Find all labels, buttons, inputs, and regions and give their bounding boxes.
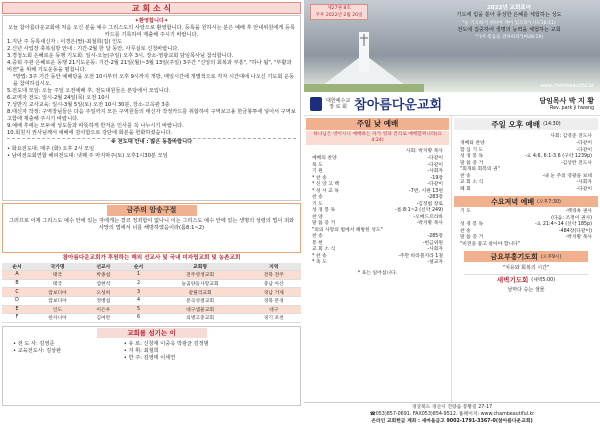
server-item: • 반 주: 김영태 이세연 bbox=[123, 354, 176, 361]
outreach-item: • 화요전도대: 매주 (화) 오후 2시 모임 bbox=[7, 146, 95, 153]
order-item bbox=[452, 187, 600, 194]
sunday-am-title: 주일 낮 예배 bbox=[306, 118, 449, 130]
news-item: 9.예배 후에는 모두에 성도들과 따뜻하게 반겨운 인사를 꼭 나누시기 바랍니다. bbox=[7, 123, 184, 130]
footer-contact: ☎053)857-0691. FAX053)854-9512. 홈페이지: www.chambeautiful.kr bbox=[369, 412, 535, 417]
servers-col-staff bbox=[13, 341, 124, 362]
news-item: 5.전도대 모임: 오늘 주일 오전예배 후, 전도대원들은 본당에서 모입니다. bbox=[7, 88, 171, 95]
order-item bbox=[304, 260, 451, 267]
table-cell: 충남 아산 bbox=[247, 279, 301, 288]
order-detail: -다같이 bbox=[427, 182, 443, 187]
outreach-item: • 남여전도회연합 해피전도대: 넷째 주 마지막주(토) 오후1시30분 모임 bbox=[7, 153, 168, 160]
order-label: 성 경 봉 독 bbox=[460, 154, 484, 159]
sunday-pm-time: (14:30) bbox=[543, 121, 561, 127]
table-cell: 박종섭 bbox=[83, 271, 124, 280]
order-label: 합 심 기 도 bbox=[460, 147, 484, 153]
table-cell: 경기 포천 bbox=[247, 314, 301, 323]
footer-bank: 온라인 교회헌금 계좌 : 새마을금고 9002-1791-3367-0(참아름다운교회) bbox=[371, 419, 533, 424]
news-item: 7.성반기 교사교육: 일시-3월 5일(토) 오전 10시 30분, 장소-고옥관 3층 bbox=[7, 102, 170, 109]
order-label: 찬 송 bbox=[312, 195, 323, 200]
sunday-am-verse: 하나님은 영이시니 예배하는 자가 영과 진리로 예배할찌니라(요4:24) bbox=[306, 131, 449, 145]
order-label: 예배의 찬양 bbox=[312, 156, 337, 161]
church-building-image bbox=[304, 32, 424, 92]
motto-line: 기도에 힘을 쏟아 풍성한 은혜를 체험하는 성도 bbox=[456, 12, 562, 18]
edition-box bbox=[310, 4, 368, 20]
missions-table bbox=[2, 263, 301, 323]
news-item: 3.경청노회 은혜로운 동행 기도회: 일시-오늘(주일) 오후 3시, 장소-영광교회 담임목사님 참석합니다. bbox=[7, 53, 234, 60]
dawn-time: (새벽5:00) bbox=[531, 278, 556, 283]
memory-verse-text: 그러므로 이제 그리스도 예수 안에 있는 자에게는 결코 정죄함이 없나니 이는 그리스도 예수 안에 있는 생명의 성령의 법이 죄와 사망의 법에서 너를 해방하였음이라(롬8:1~2) bbox=[8, 218, 295, 232]
table-cell: 대구샘물교회 bbox=[154, 305, 247, 314]
servers-col-leaders bbox=[124, 341, 290, 362]
order-detail: -주만 바라볼지라 1절 bbox=[398, 253, 443, 259]
table-cell: 김여란 bbox=[83, 314, 124, 323]
order-label: 교 회 소 식 bbox=[460, 180, 484, 185]
order-label: "의의 사랑의 법에서 해방된 성도" bbox=[312, 227, 383, 233]
order-detail: -요 4:6, 6:1-3.6 (구약 1239p) bbox=[524, 154, 592, 159]
order-detail: -오메드르라바 bbox=[413, 214, 443, 220]
order-detail: -다같이 bbox=[576, 186, 592, 192]
table-cell: 의병고충교회 bbox=[154, 314, 247, 323]
sunday-am-column bbox=[304, 116, 452, 402]
server-item: • 유 로: 신창재 이중옥 박광균 김정범 bbox=[123, 340, 209, 347]
table-cell: B bbox=[2, 279, 32, 288]
table-cell: 6 bbox=[124, 314, 154, 323]
missions-body bbox=[2, 271, 301, 323]
friday-header bbox=[464, 251, 588, 262]
order-detail: -다같이 bbox=[427, 162, 443, 168]
denomination-line: 대한예수교 bbox=[326, 97, 351, 104]
footer-address: 경상북도 경산시 진량읍 봉황길 27-17 bbox=[411, 405, 493, 410]
order-item bbox=[452, 242, 600, 249]
order-detail: -사회자 bbox=[427, 247, 443, 252]
order-label: 성 경 봉 독 bbox=[460, 222, 484, 227]
dawn-subtitle: 날마다 승는 샘물 bbox=[507, 287, 545, 293]
table-cell: 경남 거제 bbox=[247, 288, 301, 297]
church-header bbox=[304, 92, 600, 116]
order-detail: -백경옥 권사 bbox=[565, 209, 592, 214]
order-detail: -사회자 bbox=[427, 169, 443, 174]
news-item: 2.신년 사업장 축복심방 안내 : 기간-2월 한 달 동안, 사무실로 신청바랍니다. bbox=[7, 46, 179, 53]
order-label: "회개와 회복의 권" bbox=[460, 167, 500, 172]
table-cell: F bbox=[2, 314, 32, 323]
table-cell: 전북 전주 bbox=[247, 271, 301, 280]
right-page bbox=[304, 0, 600, 424]
table-cell: 3 bbox=[124, 288, 154, 297]
order-label: * 찬 송 bbox=[312, 175, 327, 181]
table-cell: 1 bbox=[124, 271, 154, 280]
table-cell: 5 bbox=[124, 305, 154, 314]
wed-header bbox=[454, 196, 598, 207]
order-detail: -롬 8:1~2 (신약 249) bbox=[395, 208, 443, 213]
sunday-am-presider: 사회: 박지황 목사 bbox=[405, 149, 443, 154]
table-cell: 이은우 bbox=[83, 305, 124, 314]
table-cell: 태국 bbox=[32, 271, 83, 280]
table-cell: E bbox=[2, 305, 32, 314]
order-label: 찬 양 bbox=[312, 214, 323, 220]
table-cell: 정병섭 bbox=[83, 296, 124, 305]
bulletin-date: 주후 2022년 2월 20일 bbox=[315, 13, 363, 18]
table-cell: D bbox=[2, 296, 32, 305]
cover-banner bbox=[304, 0, 600, 92]
table-header: 순서 bbox=[124, 263, 154, 271]
order-detail: -285장 bbox=[427, 234, 443, 239]
order-label: 폐 회 bbox=[460, 186, 471, 192]
order-detail: -다같이 bbox=[427, 156, 443, 161]
table-cell: 갈릴리교회 bbox=[154, 288, 247, 297]
sunday-am-note: * 표는 일어섭니다. bbox=[357, 270, 398, 276]
server-item: • 지 휘: 최철희 bbox=[123, 347, 159, 354]
order-label: 경배와 찬양 bbox=[460, 141, 485, 146]
news-item: *방법: 3주 기간 동안 예배당을 오전 10시부터 오후 9시까지 개방, 매일시간에 개별적으로 각자 시간대에 나오신 기도회 운동을 참여하십시오. bbox=[13, 74, 295, 88]
memory-verse-title: 금주의 암송구절 bbox=[107, 205, 197, 216]
table-row bbox=[2, 279, 301, 288]
table-header: 순서 bbox=[2, 263, 32, 271]
sunday-am-order bbox=[304, 156, 451, 267]
table-cell: 경북 문경 bbox=[247, 296, 301, 305]
table-cell: 2 bbox=[124, 279, 154, 288]
table-cell: 태국 bbox=[32, 279, 83, 288]
news-item: 1.지난 주 등록새신자 : 이경은(딸)-최철희(집) 인도 bbox=[7, 39, 123, 46]
friday-time: (오후9시) bbox=[540, 255, 562, 260]
table-header: 국가명 bbox=[32, 263, 83, 271]
website-url: www.chambeautiful.kr bbox=[540, 84, 594, 89]
news-title: 교 회 소 식 bbox=[2, 2, 301, 14]
friday-title: 금요부흥기도회 bbox=[490, 252, 538, 261]
welcome-title: ✦환영합니다✦ bbox=[134, 18, 169, 24]
footer bbox=[304, 402, 600, 424]
sunday-pm-presider: 사회: 김영준 전도사 bbox=[550, 134, 592, 139]
table-cell: 인도 bbox=[32, 305, 83, 314]
order-label: 찬 송 bbox=[460, 228, 471, 234]
motto-verse: "늘 기도하기 위하여 깨어 있으라"(사도16:11) bbox=[462, 20, 556, 26]
news-item: 6.교역자 전도: 일시-2월 24일(목) 오전 10시 bbox=[7, 95, 110, 102]
denomination bbox=[326, 98, 350, 110]
order-label: 기 도 bbox=[312, 201, 323, 207]
motto-verse: "가서 복음을 전파하라"(마28:19) bbox=[474, 35, 544, 40]
table-cell: 문곡성결교회 bbox=[154, 296, 247, 305]
order-detail: -다같이 bbox=[576, 147, 592, 153]
table-row bbox=[2, 305, 301, 314]
server-item: • 교육전도사: 김상완 bbox=[13, 347, 62, 354]
order-detail: -박지황 목사 bbox=[416, 221, 443, 226]
table-cell: 전주영생교회 bbox=[154, 271, 247, 280]
table-header: 선교사 bbox=[83, 263, 124, 271]
order-label: 말 씀 증 거 bbox=[460, 235, 484, 240]
order-detail: -내 눈 주의 영광을 보네 bbox=[542, 173, 592, 179]
order-detail: -사회자 bbox=[576, 180, 592, 185]
order-label: 묵 도 bbox=[312, 162, 323, 168]
wed-title: 수요저녁 예배 bbox=[491, 197, 535, 206]
motto-line: 전도에 집중하여 생명의 능력을 체험하는 교회 bbox=[457, 26, 561, 33]
order-label: 성 경 봉 독 bbox=[312, 208, 336, 213]
table-row bbox=[2, 271, 301, 280]
friday-subtitle: "치유와 회복의 시간" bbox=[502, 265, 550, 271]
order-detail: -19장 bbox=[430, 175, 443, 181]
sunday-pm-header bbox=[454, 118, 598, 130]
missions-title: 참아름다운교회가 후원하는 해외 선교사 및 국내 미자립교회 및 농촌교회 bbox=[62, 255, 241, 261]
order-detail: -다같이 bbox=[576, 141, 592, 146]
order-label: 찬 송 bbox=[312, 234, 323, 239]
news-item: 8.태신자 작정: 구역장님들은 다음 주일까지 모든 구역원들의 태신자 작정카드를 취합하여 구역보고용 한금봉투에 넣어서 구역보고함에 제출해 주시기 바랍니다. bbox=[7, 109, 296, 123]
missions-section bbox=[2, 255, 301, 323]
edition-number: 제27권 8호 bbox=[327, 6, 351, 11]
memory-verse-box bbox=[2, 203, 301, 253]
table-cell: 4 bbox=[124, 296, 154, 305]
order-detail: -김상완 전도사 bbox=[560, 160, 592, 166]
order-detail: -설교자 bbox=[427, 260, 443, 265]
pastor-name: 담임목사 박 지 황 bbox=[539, 97, 594, 105]
servers-title: 교회를 섬기는 이 bbox=[97, 328, 207, 338]
order-label: 교 회 소 식 bbox=[312, 247, 336, 252]
table-row bbox=[2, 288, 301, 297]
outreach-title: ※ 전도대 안내 : 많은 동참바랍니다 bbox=[7, 138, 296, 146]
wed-order bbox=[452, 207, 600, 248]
dawn-header bbox=[464, 274, 588, 284]
news-item: 10.회원지 권사님께서 예배에 감사함으로 강단에 화분을 헌화하셨습니다. bbox=[7, 130, 173, 137]
order-detail: -헌금위원 bbox=[422, 240, 443, 246]
order-label: 봉 헌 bbox=[312, 240, 323, 246]
servers-columns bbox=[3, 339, 300, 364]
denomination-line: 장 로 회 bbox=[329, 103, 347, 110]
motto-title: 2022년 교회표어 bbox=[487, 5, 531, 11]
order-label: 찬 송 bbox=[460, 173, 471, 179]
order-detail: (다음: 조정이 권사) bbox=[551, 215, 592, 221]
worship-columns bbox=[304, 116, 600, 402]
order-detail: -484장(다같이) bbox=[558, 228, 592, 234]
table-header: 지역 bbox=[247, 263, 301, 271]
order-label: * 신 앙 고 백 bbox=[312, 182, 340, 187]
dawn-title: 새벽기도회 bbox=[496, 276, 529, 284]
order-label: * 성 시 교 독 bbox=[312, 188, 340, 194]
table-cell: A bbox=[2, 271, 32, 280]
news-box bbox=[2, 15, 301, 201]
order-detail: -283장 bbox=[427, 195, 443, 200]
sunday-pm-order bbox=[452, 141, 600, 193]
pastor-name-en: Rev. park ji hwang bbox=[549, 106, 594, 111]
table-row bbox=[2, 296, 301, 305]
table-cell: 오성희 bbox=[83, 288, 124, 297]
table-row bbox=[2, 314, 301, 323]
church-name: 참아름다운교회 bbox=[354, 98, 443, 113]
order-label: 말 씀 증 거 bbox=[460, 160, 484, 166]
order-detail: -김정범 장로 bbox=[416, 201, 443, 207]
table-cell: 한자니아 bbox=[32, 314, 83, 323]
order-label: 기 원 bbox=[312, 169, 323, 174]
welcome-text: 오늘 참아름다운교회에 처음 오신 분을 예수 그리스도의 사랑으로 환영합니다. 등록을 원하시는 분은 예배 후 안내위원에게 등록카드를 기록하여 제출해 주시기 바랍니다. bbox=[8, 25, 295, 39]
motto-block bbox=[422, 4, 596, 41]
order-label: * 찬 송 bbox=[312, 253, 327, 259]
table-header: 교회명 bbox=[154, 263, 247, 271]
table-cell: 늘곰양들사랑교회 bbox=[154, 279, 247, 288]
news-item: 4.중퇴 주관 은혜로운 동행 21기도운동: 기간-2월 21일(월)~3월 13일(주일) 3주간 "신앙의 회복과 부흥", "하나 됨", "부활과 비전"을 위해 기도운동을 펼칩니다. bbox=[7, 60, 292, 74]
order-label: * 축 도 bbox=[312, 260, 327, 265]
order-detail: -7번, 시편 13편 bbox=[409, 188, 443, 194]
order-detail: -요 21:4~14 (신약 185p) bbox=[534, 222, 592, 227]
table-cell: 대구 bbox=[247, 305, 301, 314]
order-label: 기 도 bbox=[460, 209, 471, 214]
order-detail: -박지황 목사 bbox=[565, 235, 592, 240]
server-item: • 전 도 사: 김영준 bbox=[13, 340, 55, 347]
other-services-column bbox=[452, 116, 600, 402]
order-label: "비전을 품고 살아야 합니다" bbox=[460, 241, 520, 247]
sunday-pm-title: 주일 오후 예배 bbox=[491, 119, 541, 129]
servers-box bbox=[2, 326, 301, 406]
church-logo-icon bbox=[310, 97, 322, 111]
table-cell: 캄보디아 bbox=[32, 296, 83, 305]
order-label: 말 씀 증 거 bbox=[312, 221, 336, 226]
table-cell: 염현석 bbox=[83, 279, 124, 288]
pastor-block bbox=[539, 96, 594, 111]
wed-time: (오후7:30) bbox=[537, 200, 561, 205]
table-cell: C bbox=[2, 288, 32, 297]
table-cell: 캄보디아 bbox=[32, 288, 83, 297]
